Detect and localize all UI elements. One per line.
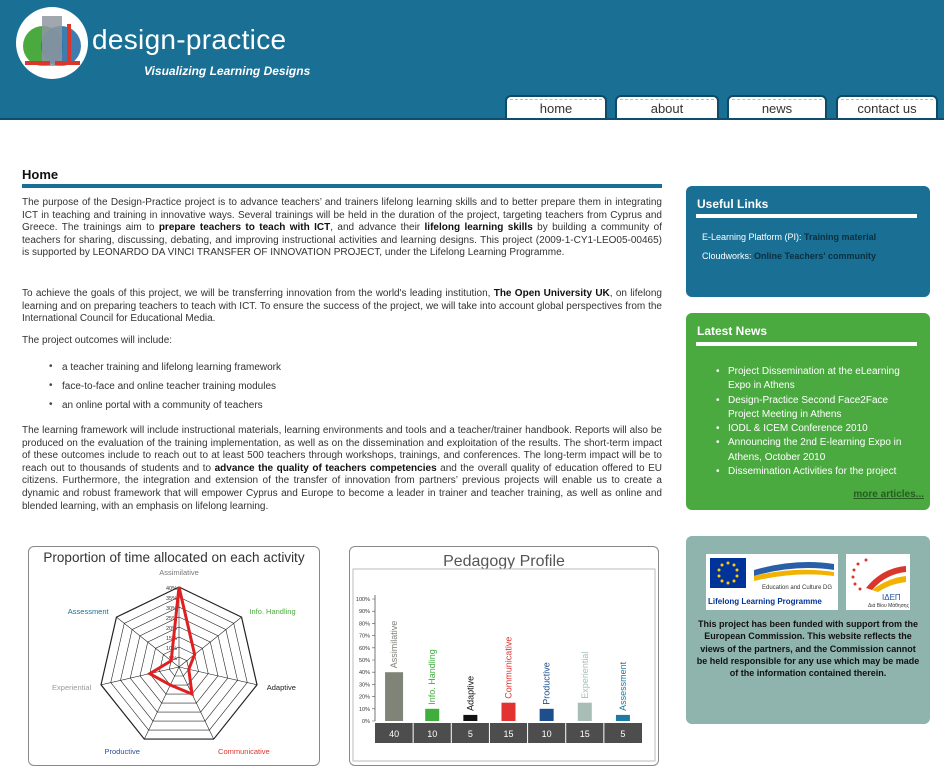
bar-chart xyxy=(350,547,659,766)
bar-category-label: Adaptive xyxy=(465,675,476,711)
radar-chart xyxy=(29,567,320,766)
bar-category-label: Communicative xyxy=(503,636,514,699)
news-item[interactable]: • Announcing the 2nd E-learning Expo in Athens, October 2010 xyxy=(728,436,918,465)
outcomes-list xyxy=(62,362,662,419)
link-elearning-prefix: E-Learning Platform (PI): xyxy=(702,232,805,242)
bar-y-tick-label: 40% xyxy=(358,670,370,677)
site-logo[interactable] xyxy=(12,6,92,80)
useful-links-title: Useful Links xyxy=(697,197,769,211)
radar-scale-tick: 20% xyxy=(165,626,177,632)
link-training-material[interactable]: Training material xyxy=(804,232,877,242)
nav-news[interactable] xyxy=(727,95,827,120)
bar xyxy=(540,709,554,721)
bar-value-label: 15 xyxy=(579,729,590,739)
radar-chart-panel xyxy=(28,546,320,766)
eu-funding-logos xyxy=(706,554,910,610)
news-item[interactable]: • Dissemination Activities for the project xyxy=(728,465,918,479)
latest-news-divider xyxy=(696,342,917,346)
radar-axis-label: Info. Handling xyxy=(249,606,296,616)
site-tagline: Visualizing Learning Designs xyxy=(144,64,311,78)
link-cloudworks xyxy=(702,251,876,261)
news-list xyxy=(728,365,918,479)
heading-divider xyxy=(22,184,662,188)
radar-scale-tick: 35% xyxy=(165,596,177,602)
intro-paragraph xyxy=(22,197,662,260)
bar-value-label: 5 xyxy=(620,729,626,739)
radar-series-line xyxy=(150,587,195,694)
goals-paragraph xyxy=(22,288,662,326)
useful-links-box xyxy=(686,186,930,297)
llp-label: Lifelong Learning Programme xyxy=(708,597,822,606)
goals-text-2: , on lifelong learning and on preparing teachers to teach with ICT. To ensure the success of the project, we will take into account global perspectives from the International Council for Educational Media. xyxy=(22,288,662,325)
nav-home-label: home xyxy=(539,101,573,116)
list-item: • face-to-face and online teacher training modules xyxy=(62,381,662,400)
nav-home[interactable] xyxy=(505,95,607,120)
nav-news-label: news xyxy=(761,101,793,116)
radar-axis-label: Productive xyxy=(104,747,140,757)
radar-chart-title: Proportion of time allocated on each activity xyxy=(43,550,305,565)
bar-category-label: Productive xyxy=(541,662,552,705)
news-item[interactable]: • Design-Practice Second Face2Face Project Meeting in Athens xyxy=(728,394,918,423)
page-title: Home xyxy=(22,167,59,182)
education-culture-label: Education and Culture DG xyxy=(762,585,833,591)
bar-category-label: Info. Handling xyxy=(427,649,438,705)
news-item[interactable]: • Project Dissemination at the eLearning Expo in Athens xyxy=(728,365,918,394)
funding-box xyxy=(686,536,930,724)
bar-chart-title: Pedagogy Profile xyxy=(443,553,565,570)
bar-category-label: Experiential xyxy=(579,651,590,699)
bar-y-tick-label: 20% xyxy=(358,694,370,701)
list-item: • an online portal with a community of teachers xyxy=(62,400,662,419)
intro-text-2: , and advance their xyxy=(330,222,425,234)
framework-text-2: and the overall quality of education offered to EU citizens. Furthermore, the integration and extension of the transfer of innovation from partners’ previous projects will enable us to create a dynamic and robust framework that will empower Cyprus and Europe to become a leader in trainer and teacher training, as well as online and blended learning, with an emphasis on lifelong learning. xyxy=(22,462,663,512)
intro-text-3: by building a community of teachers for sharing, discussing, debating, and improving instructional activities and learning designs. This project (2009-1-CY1-LEO05-00465) is supported by LEONARDO DA VINCI TRANSFER OF INNOVATION PROJECT, under the Lifelong Learning Programme. xyxy=(22,222,662,259)
bar-y-tick-label: 90% xyxy=(358,609,370,616)
framework-text-1: The learning framework will include instructional materials, learning environments and tools and a teacher/trainer handbook. Reports will also be produced on the evaluation of the training implementation, as well as on the dissemination and exploitation of the results. The short-term impact of these outcomes include to reach out to at least 500 teachers through workshops, trainings, and conferences. The long-term impact will be to reach out to thousands of students and to xyxy=(22,425,662,474)
link-cloudworks-prefix: Cloudworks: xyxy=(702,251,755,261)
link-elearning xyxy=(702,232,876,242)
radar-axis-label: Communicative xyxy=(218,747,270,757)
nav-about[interactable] xyxy=(615,95,719,120)
site-title: design-practice xyxy=(92,24,287,55)
bar xyxy=(425,709,439,721)
bar-y-tick-label: 30% xyxy=(358,682,370,689)
site-header xyxy=(0,0,944,120)
nav-contact[interactable] xyxy=(836,95,938,120)
funding-disclaimer: This project has been funded with support from the European Commission. This website reflects the views of the partners, and the Commission cannot be held responsible for any use which may be made of the information contained therein. xyxy=(696,619,920,679)
goals-highlight-1: The Open University UK xyxy=(493,288,610,299)
intro-text-1: The purpose of the Design-Practice project is to advance teachers’ and trainers lifelong learning skills and to better prepare them in integrating ICT in teaching and training in innovative ways. Several trainings will be held in the duration of the project, targeting teachers from Cyprus and Greece. The trainings aim to xyxy=(22,197,662,234)
useful-links-divider xyxy=(696,214,917,218)
framework-paragraph xyxy=(22,425,662,513)
bar-category-label: Assessment xyxy=(617,661,628,711)
radar-axis-label: Assimilative xyxy=(159,568,199,577)
radar-scale-tick: 10% xyxy=(165,646,177,652)
radar-scale-tick: 40% xyxy=(165,586,177,592)
idep-sub-label: Διά Βίου Μάθησης xyxy=(868,603,909,609)
goals-text-1: To achieve the goals of this project, we will be transferring innovation from the world's leading institution, xyxy=(22,288,494,299)
idep-label: ΙΔΕΠ xyxy=(882,593,901,602)
latest-news-box xyxy=(686,313,930,510)
bar xyxy=(616,715,630,721)
latest-news-title: Latest News xyxy=(697,324,768,338)
bar xyxy=(578,703,592,721)
bar-value-label: 5 xyxy=(467,729,473,739)
bar-y-tick-label: 70% xyxy=(358,633,370,640)
radar-scale-tick: 15% xyxy=(165,636,177,642)
radar-axis-label: Experiential xyxy=(52,683,92,693)
list-item: • a teacher training and lifelong learning framework xyxy=(62,362,662,381)
radar-scale-tick: 5% xyxy=(169,656,177,662)
bar xyxy=(463,715,477,721)
framework-highlight-1: advance the quality of teachers competencies xyxy=(214,462,437,474)
bar-y-tick-label: 50% xyxy=(358,658,370,664)
radar-scale-tick: 25% xyxy=(165,616,177,622)
bar-y-tick-label: 80% xyxy=(358,621,370,628)
radar-axis-label: Adaptive xyxy=(266,683,296,693)
bar-category-label: Assimilative xyxy=(389,620,400,669)
bar-y-tick-label: 10% xyxy=(358,706,370,713)
nav-about-label: about xyxy=(650,101,684,116)
bar-y-tick-label: 0% xyxy=(362,719,370,725)
bar-y-tick-label: 100% xyxy=(355,597,370,603)
bar-chart-panel xyxy=(349,546,659,766)
bar xyxy=(502,703,516,721)
bar-value-label: 10 xyxy=(541,729,552,739)
header-divider xyxy=(0,118,944,120)
bar xyxy=(385,672,403,721)
radar-scale-tick: 30% xyxy=(165,606,177,612)
link-online-community[interactable]: Online Teachers' community xyxy=(754,251,877,261)
bar-value-label: 10 xyxy=(427,729,438,739)
intro-highlight-1: prepare teachers to teach with ICT xyxy=(158,222,331,234)
nav-contact-label: contact us xyxy=(857,101,917,116)
radar-axis-label: Assessment xyxy=(67,606,109,616)
intro-highlight-2: lifelong learning skills xyxy=(424,222,533,234)
bar-y-tick-label: 60% xyxy=(358,645,370,652)
bar-value-label: 15 xyxy=(503,729,514,739)
more-articles-link[interactable]: more articles... xyxy=(853,489,924,500)
bar-value-label: 40 xyxy=(389,729,400,739)
news-item[interactable]: • IODL & ICEM Conference 2010 xyxy=(728,422,918,436)
outcomes-intro: The project outcomes will include: xyxy=(22,335,173,346)
